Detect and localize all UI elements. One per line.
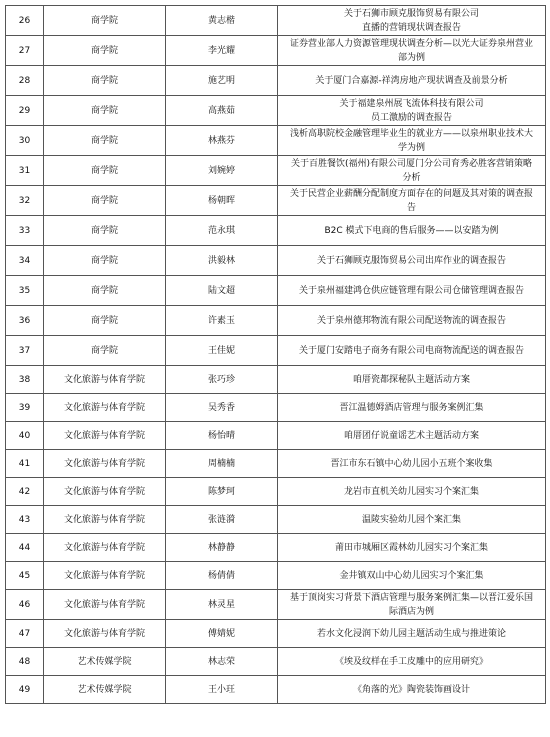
report-title-line: 际酒店为例 bbox=[388, 606, 434, 617]
table-row bbox=[6, 478, 546, 506]
row-number-cell: 34 bbox=[6, 246, 44, 276]
student-name-cell: 林燕芬 bbox=[166, 126, 278, 156]
report-title-cell bbox=[278, 620, 546, 648]
student-name-cell: 张涟漪 bbox=[166, 506, 278, 534]
student-name-cell: 杨怡晴 bbox=[166, 422, 278, 450]
report-title-line: 关于石狮顾克服饰贸易公司出库作业的调查报告 bbox=[316, 255, 506, 266]
row-number-cell: 31 bbox=[6, 156, 44, 186]
report-title-line: 关于厦门安踏电子商务有限公司电商物流配送的调查报告 bbox=[298, 345, 524, 356]
table-row bbox=[6, 276, 546, 306]
report-title-cell bbox=[278, 36, 546, 66]
report-title-line: 《角落的光》陶瓷装饰画设计 bbox=[352, 684, 470, 695]
report-title-line: 咱厝团仔说童谣艺术主题活动方案 bbox=[343, 430, 479, 441]
student-name-cell: 傅婧妮 bbox=[166, 620, 278, 648]
college-cell: 商学院 bbox=[44, 66, 166, 96]
row-number-cell: 45 bbox=[6, 562, 44, 590]
report-title-line: 基于顶岗实习背景下酒店管理与服务案例汇集—以晋江爱乐国 bbox=[289, 592, 533, 603]
report-title-cell bbox=[278, 478, 546, 506]
table-row bbox=[6, 562, 546, 590]
report-title-line: 晋江温德姆酒店管理与服务案例汇集 bbox=[339, 402, 484, 413]
student-name-cell: 林静静 bbox=[166, 534, 278, 562]
report-title-line: 咱厝瓷都探秘队主题活动方案 bbox=[352, 374, 470, 385]
report-title-cell bbox=[278, 6, 546, 36]
college-cell: 商学院 bbox=[44, 96, 166, 126]
row-number-cell: 47 bbox=[6, 620, 44, 648]
report-title-line: 员工激励的调查报告 bbox=[370, 112, 452, 123]
student-name-cell: 张巧珍 bbox=[166, 366, 278, 394]
college-cell: 文化旅游与体育学院 bbox=[44, 620, 166, 648]
college-cell: 艺术传媒学院 bbox=[44, 676, 166, 704]
row-number-cell: 41 bbox=[6, 450, 44, 478]
report-title-line: 莆田市城厢区霞林幼儿园实习个案汇集 bbox=[334, 542, 488, 553]
table-row bbox=[6, 366, 546, 394]
row-number-cell: 46 bbox=[6, 590, 44, 620]
report-title-cell bbox=[278, 422, 546, 450]
report-title-line: 关于福建泉州展飞流体科技有限公司 bbox=[339, 98, 484, 109]
report-title-line: 关于泉州福建鸿仓供应链管理有限公司仓储管理调查报告 bbox=[298, 285, 524, 296]
report-title-line: 晋江市东石镇中心幼儿园小五班个案收集 bbox=[330, 458, 493, 469]
table-row bbox=[6, 306, 546, 336]
row-number-cell: 26 bbox=[6, 6, 44, 36]
college-cell: 文化旅游与体育学院 bbox=[44, 534, 166, 562]
report-title-line: 关于民营企业薪酬分配制度方面存在的问题及其对策的调查报 bbox=[289, 188, 533, 199]
table-row bbox=[6, 620, 546, 648]
student-name-cell: 林志荣 bbox=[166, 648, 278, 676]
student-name-cell: 杨倩倩 bbox=[166, 562, 278, 590]
student-name-cell: 许素玉 bbox=[166, 306, 278, 336]
report-title-line: 学为例 bbox=[397, 142, 425, 153]
row-number-cell: 37 bbox=[6, 336, 44, 366]
report-title-cell bbox=[278, 336, 546, 366]
report-title-cell bbox=[278, 306, 546, 336]
report-title-cell bbox=[278, 216, 546, 246]
report-title-line: 证券营业部人力资源管理现状调查分析—以光大证券泉州营业 bbox=[289, 38, 533, 49]
table-body bbox=[6, 6, 546, 704]
college-cell: 商学院 bbox=[44, 246, 166, 276]
row-number-cell: 44 bbox=[6, 534, 44, 562]
table-row bbox=[6, 186, 546, 216]
college-cell: 文化旅游与体育学院 bbox=[44, 590, 166, 620]
report-title-line: 《埃及纹样在手工皮雕中的应用研究》 bbox=[334, 656, 488, 667]
report-title-line: 浅析高职院校金融管理毕业生的就业方——以泉州职业技术大 bbox=[289, 128, 533, 139]
table-row bbox=[6, 506, 546, 534]
table-row bbox=[6, 450, 546, 478]
college-cell: 文化旅游与体育学院 bbox=[44, 506, 166, 534]
table-row bbox=[6, 590, 546, 620]
report-title-cell bbox=[278, 590, 546, 620]
report-title-line: 关于厦门合嘉源-祥湾房地产现状调查及前景分析 bbox=[315, 75, 508, 86]
row-number-cell: 29 bbox=[6, 96, 44, 126]
student-name-cell: 李光耀 bbox=[166, 36, 278, 66]
college-cell: 商学院 bbox=[44, 216, 166, 246]
student-name-cell: 陈梦珂 bbox=[166, 478, 278, 506]
college-cell: 文化旅游与体育学院 bbox=[44, 562, 166, 590]
college-cell: 艺术传媒学院 bbox=[44, 648, 166, 676]
row-number-cell: 33 bbox=[6, 216, 44, 246]
row-number-cell: 30 bbox=[6, 126, 44, 156]
student-name-cell: 范永琪 bbox=[166, 216, 278, 246]
row-number-cell: 27 bbox=[6, 36, 44, 66]
table-row bbox=[6, 96, 546, 126]
table-row bbox=[6, 246, 546, 276]
report-title-cell bbox=[278, 394, 546, 422]
row-number-cell: 40 bbox=[6, 422, 44, 450]
report-title-cell bbox=[278, 246, 546, 276]
report-title-cell bbox=[278, 506, 546, 534]
report-title-line: 金井镇双山中心幼儿园实习个案汇集 bbox=[339, 570, 484, 581]
college-cell: 商学院 bbox=[44, 156, 166, 186]
college-cell: 商学院 bbox=[44, 6, 166, 36]
college-cell: 文化旅游与体育学院 bbox=[44, 422, 166, 450]
report-title-line: 温陵实验幼儿园个案汇集 bbox=[361, 514, 461, 525]
row-number-cell: 49 bbox=[6, 676, 44, 704]
student-name-cell: 洪毅林 bbox=[166, 246, 278, 276]
college-cell: 商学院 bbox=[44, 276, 166, 306]
report-title-line: B2C 模式下电商的售后服务——以安踏为例 bbox=[324, 225, 499, 236]
report-title-cell bbox=[278, 648, 546, 676]
table-row bbox=[6, 422, 546, 450]
report-title-cell bbox=[278, 186, 546, 216]
report-title-cell bbox=[278, 366, 546, 394]
report-title-line: 关于泉州德邦物流有限公司配送物流的调查报告 bbox=[316, 315, 506, 326]
college-cell: 商学院 bbox=[44, 336, 166, 366]
table-row bbox=[6, 534, 546, 562]
report-title-line: 龙岩市直机关幼儿园实习个案汇集 bbox=[343, 486, 479, 497]
student-name-cell: 施艺明 bbox=[166, 66, 278, 96]
student-name-cell: 王佳妮 bbox=[166, 336, 278, 366]
college-cell: 商学院 bbox=[44, 36, 166, 66]
row-number-cell: 48 bbox=[6, 648, 44, 676]
report-title-cell bbox=[278, 676, 546, 704]
report-list-table bbox=[5, 5, 546, 704]
student-name-cell: 杨朝晖 bbox=[166, 186, 278, 216]
table-row bbox=[6, 66, 546, 96]
college-cell: 商学院 bbox=[44, 306, 166, 336]
college-cell: 文化旅游与体育学院 bbox=[44, 366, 166, 394]
student-name-cell: 王小玨 bbox=[166, 676, 278, 704]
student-name-cell: 高燕茹 bbox=[166, 96, 278, 126]
report-title-cell bbox=[278, 126, 546, 156]
report-title-cell bbox=[278, 562, 546, 590]
report-title-line: 分析 bbox=[402, 172, 421, 183]
report-title-cell bbox=[278, 156, 546, 186]
table-row bbox=[6, 648, 546, 676]
table-row bbox=[6, 394, 546, 422]
college-cell: 文化旅游与体育学院 bbox=[44, 394, 166, 422]
college-cell: 商学院 bbox=[44, 126, 166, 156]
report-title-cell bbox=[278, 450, 546, 478]
table-row bbox=[6, 216, 546, 246]
report-title-cell bbox=[278, 96, 546, 126]
row-number-cell: 28 bbox=[6, 66, 44, 96]
student-name-cell: 林灵星 bbox=[166, 590, 278, 620]
college-cell: 文化旅游与体育学院 bbox=[44, 450, 166, 478]
table-row bbox=[6, 126, 546, 156]
report-title-line: 告 bbox=[406, 202, 416, 213]
college-cell: 商学院 bbox=[44, 186, 166, 216]
report-title-line: 若水文化浸润下幼儿园主题活动生成与推进策论 bbox=[316, 628, 506, 639]
table-row bbox=[6, 336, 546, 366]
report-title-cell bbox=[278, 66, 546, 96]
college-cell: 文化旅游与体育学院 bbox=[44, 478, 166, 506]
row-number-cell: 42 bbox=[6, 478, 44, 506]
student-name-cell: 吴秀香 bbox=[166, 394, 278, 422]
row-number-cell: 36 bbox=[6, 306, 44, 336]
report-title-line: 部为例 bbox=[397, 52, 425, 63]
report-title-cell bbox=[278, 534, 546, 562]
row-number-cell: 43 bbox=[6, 506, 44, 534]
table-row bbox=[6, 36, 546, 66]
table-row bbox=[6, 156, 546, 186]
row-number-cell: 38 bbox=[6, 366, 44, 394]
report-title-cell bbox=[278, 276, 546, 306]
student-name-cell: 刘婉婷 bbox=[166, 156, 278, 186]
report-title-line: 直播的营销现状调查报告 bbox=[361, 22, 461, 33]
student-name-cell: 黄志楷 bbox=[166, 6, 278, 36]
report-title-line: 关于百胜餐饮(福州)有限公司厦门分公司育秀必胜客营销策略 bbox=[290, 158, 533, 169]
student-name-cell: 陆文超 bbox=[166, 276, 278, 306]
student-name-cell: 周楠楠 bbox=[166, 450, 278, 478]
table-row bbox=[6, 676, 546, 704]
row-number-cell: 35 bbox=[6, 276, 44, 306]
row-number-cell: 39 bbox=[6, 394, 44, 422]
row-number-cell: 32 bbox=[6, 186, 44, 216]
table-row bbox=[6, 6, 546, 36]
report-title-line: 关于石狮市顾克服饰贸易有限公司 bbox=[343, 8, 479, 19]
